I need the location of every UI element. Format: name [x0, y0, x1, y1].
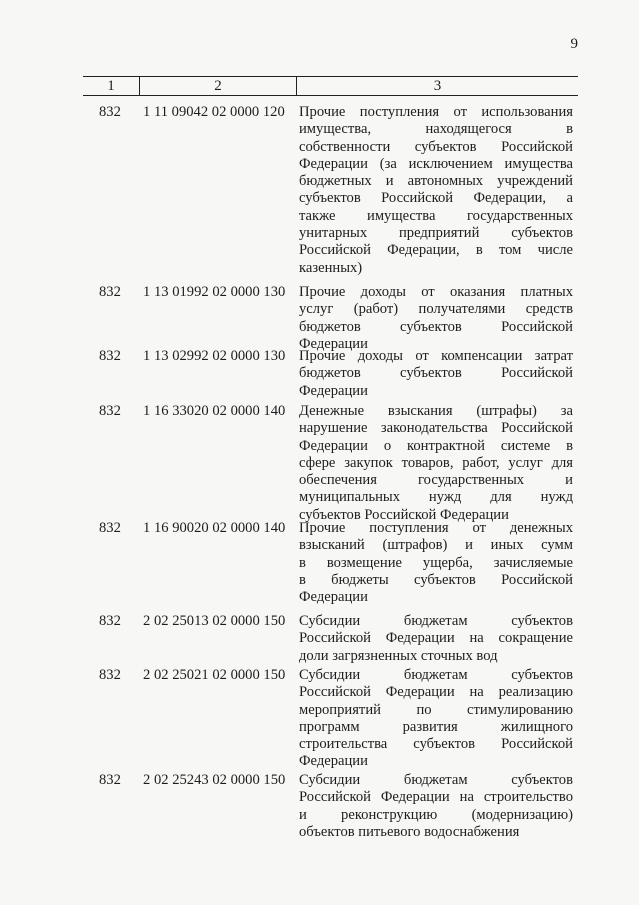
description-line: и реконструкцию (модернизацию): [299, 806, 573, 823]
description-line: доли загрязненных сточных вод: [299, 647, 498, 664]
description-line: бюджетных и автономных учреждений: [299, 173, 573, 190]
description-cell: [299, 520, 573, 606]
description-cell: [299, 104, 573, 277]
description-line: бюджетов субъектов Российской: [299, 365, 573, 382]
admin-code-cell: 832: [99, 284, 121, 300]
description-line: Прочие доходы от компенсации затрат: [299, 348, 573, 364]
table-row: [83, 667, 578, 771]
description-line: Субсидии бюджетам субъектов: [299, 613, 573, 629]
table-row: [83, 520, 578, 607]
description-line: Федерации (за исключением имущества: [299, 155, 573, 172]
admin-code-cell: 832: [99, 104, 121, 120]
header-col-2: 2: [140, 77, 297, 95]
description-line: бюджетов субъектов Российской: [299, 318, 573, 335]
description-line: муниципальных нужд для нужд: [299, 489, 573, 506]
description-line: Российской Федерации на реализацию: [299, 684, 573, 701]
description-line: Прочие доходы от оказания платных: [299, 284, 573, 300]
description-line: субъектов Российской Федерации, а: [299, 190, 573, 207]
table-row: [83, 613, 578, 665]
description-line: также имущества государственных: [299, 207, 573, 224]
description-line: строительства субъектов Российской: [299, 736, 573, 753]
table-row: [83, 772, 578, 841]
description-line: Субсидии бюджетам субъектов: [299, 772, 573, 788]
description-line: в бюджеты субъектов Российской: [299, 571, 573, 588]
description-line: субъектов Российской Федерации: [299, 506, 509, 523]
description-line: Денежные взыскания (штрафы) за: [299, 403, 573, 419]
admin-code-cell: 832: [99, 348, 121, 364]
description-cell: [299, 613, 573, 665]
description-line: Федерации: [299, 382, 368, 399]
description-line: сфере закупок товаров, работ, услуг для: [299, 454, 573, 471]
description-line: собственности субъектов Российской: [299, 138, 573, 155]
admin-code-cell: 832: [99, 403, 121, 419]
description-line: Прочие поступления от денежных: [299, 520, 573, 536]
description-cell: [299, 284, 573, 353]
revenue-code-cell: 1 11 09042 02 0000 120: [143, 104, 285, 120]
description-line: казенных): [299, 259, 363, 276]
admin-code-cell: 832: [99, 520, 121, 536]
table-row: [83, 403, 578, 524]
description-line: Прочие поступления от использования: [299, 104, 573, 120]
header-col-3: 3: [433, 78, 442, 94]
description-line: Федерации: [299, 335, 368, 352]
description-line: нарушение законодательства Российской: [299, 420, 573, 437]
description-line: мероприятий по стимулированию: [299, 701, 573, 718]
revenue-code-cell: 2 02 25021 02 0000 150: [143, 667, 286, 683]
table-row: [83, 104, 578, 277]
table-header: [83, 76, 578, 96]
revenue-code-cell: 1 13 02992 02 0000 130: [143, 348, 286, 364]
description-line: унитарных предприятий субъектов: [299, 225, 573, 242]
table-row: [83, 284, 578, 353]
header-col-1: 1: [83, 77, 140, 95]
revenue-code-cell: 1 13 01992 02 0000 130: [143, 284, 286, 300]
description-line: взысканий (штрафов) и иных сумм: [299, 537, 573, 554]
revenue-code-cell: 2 02 25243 02 0000 150: [143, 772, 286, 788]
page-number: 9: [570, 36, 578, 52]
admin-code-cell: 832: [99, 667, 121, 683]
description-line: Субсидии бюджетам субъектов: [299, 667, 573, 683]
description-line: в возмещение ущерба, зачисляемые: [299, 554, 573, 571]
revenue-code-cell: 1 16 90020 02 0000 140: [143, 520, 286, 536]
description-line: Российской Федерации на сокращение: [299, 630, 573, 647]
table-row: [83, 348, 578, 400]
description-line: объектов питьевого водоснабжения: [299, 823, 520, 840]
description-line: обеспечения государственных и: [299, 472, 573, 489]
description-line: Российской Федерации на строительство: [299, 789, 573, 806]
revenue-code-cell: 1 16 33020 02 0000 140: [143, 403, 286, 419]
description-line: Российской Федерации, в том числе: [299, 242, 573, 259]
description-cell: [299, 667, 573, 771]
admin-code-cell: 832: [99, 613, 121, 629]
description-cell: [299, 403, 573, 524]
description-line: имущества, находящегося в: [299, 121, 573, 138]
admin-code-cell: 832: [99, 772, 121, 788]
description-line: Федерации: [299, 753, 368, 770]
description-cell: [299, 772, 573, 841]
description-line: Федерации о контрактной системе в: [299, 437, 573, 454]
description-cell: [299, 348, 573, 400]
description-line: программ развития жилищного: [299, 718, 573, 735]
description-line: услуг (работ) получателями средств: [299, 301, 573, 318]
revenue-code-cell: 2 02 25013 02 0000 150: [143, 613, 286, 629]
description-line: Федерации: [299, 589, 368, 606]
